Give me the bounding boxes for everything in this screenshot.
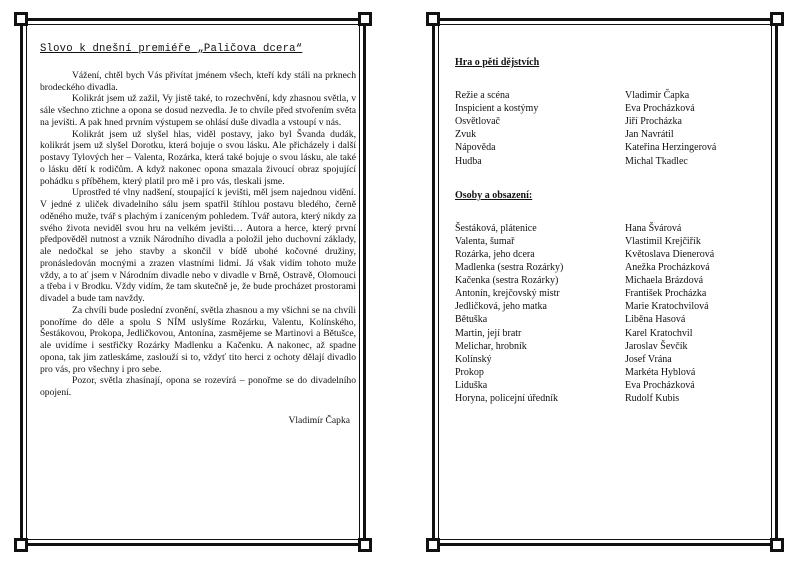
cast-row	[455, 366, 755, 379]
cast-row	[455, 392, 755, 405]
actor: Květoslava Dienerová	[625, 248, 715, 260]
cast-row	[455, 235, 755, 248]
crew-list	[455, 89, 755, 168]
actor: Josef Vrána	[625, 353, 672, 365]
crew-title: Hra o pěti dějstvích	[455, 57, 540, 68]
signature: Vladimír Čapka	[288, 414, 350, 426]
crew-role: Nápověda	[455, 142, 496, 154]
character: Valenta, šumař	[455, 235, 515, 247]
crew-row	[455, 89, 755, 102]
actor: Liběna Hasová	[625, 314, 686, 326]
cast-row	[455, 274, 755, 287]
page-title: Slovo k dnešní premiéře „Paličova dcera“	[40, 43, 303, 55]
actor: Eva Procházková	[625, 379, 695, 391]
corner-ornament	[358, 12, 372, 26]
paragraph: Pozor, světla zhasínají, opona se rozevírá – ponořme se do divadelního opojení.	[40, 375, 356, 398]
actor: Anežka Procházková	[625, 262, 710, 274]
character: Liduška	[455, 379, 488, 391]
crew-role: Hudba	[455, 155, 482, 167]
crew-row	[455, 102, 755, 115]
corner-ornament	[770, 538, 784, 552]
crew-role: Osvětlovač	[455, 116, 500, 128]
crew-name: Jan Navrátil	[625, 129, 674, 141]
cast-row	[455, 222, 755, 235]
corner-ornament	[358, 538, 372, 552]
corner-ornament	[426, 538, 440, 552]
actor: Markéta Hyblová	[625, 366, 696, 378]
premiere-address	[40, 44, 356, 427]
crew-row	[455, 141, 755, 154]
crew-name: Jiří Procházka	[625, 116, 682, 128]
paragraph: Kolikrát jsem už zažil, Vy jistě také, to rozechvění, kdy zhasnou světla, v sále všechno ztichne a opona se dosud nezvedla. Je to chvíle před stvořením světa na jevišti. A pak hned prvním výstupem se ohlásí duše divadla a vstoupí v nás.	[40, 93, 356, 128]
character: Prokop	[455, 366, 484, 378]
cast-list	[455, 222, 755, 405]
character: Kačenka (sestra Rozárky)	[455, 275, 559, 287]
crew-row	[455, 128, 755, 141]
character: Šestáková, plátenice	[455, 222, 537, 234]
crew-role: Zvuk	[455, 129, 477, 141]
actor: Vlastimil Krejčiřík	[625, 235, 701, 247]
character: Antonín, krejčovský mistr	[455, 288, 560, 300]
paragraph: Vážení, chtěl bych Vás přivítat jménem všech, kteří kdy stáli na prknech brodeckého divadla.	[40, 69, 356, 93]
paragraph: Za chvíli bude poslední zvonění, světla zhasnou a my všichni se na chvíli ponoříme do děle a spolu S NÍM uslyšíme Rozárku, Valentu, Kolínského, Šestákovou, Prokopa, Jedličkovou, Antonína, zasmějeme se Martinovi a Bětušce, ale uvidíme i sestřičky Rozárky Madlenku a Kačenku. A nakonec, až spadne opona, tak jim zatleskáme, zaslouží si to, vždyť tito herci z ochoty dělají divadlo pro vás, pro všechny i pro sebe.	[40, 304, 356, 375]
character: Rozárka, jeho dcera	[455, 248, 535, 260]
paragraph: Kolikrát jsem už slyšel hlas, viděl postavy, jako byl Švanda dudák, kolikrát jsem už slyšel Dorotku, která bojuje o svou lásku. Ale přicházely i další postavy Tylových her – Valenta, Rozárka, která také bojuje o svou lásku, ale také o lásku dětí k rodičům. A když nakonec opona smazala živoucí obraz spojující pohádku s příběhem, který platil pro mě i pro vás, tleskali jsme.	[40, 128, 356, 187]
character: Madlenka (sestra Rozárky)	[455, 262, 564, 274]
character: Kolínský	[455, 353, 492, 365]
cast-row	[455, 353, 755, 366]
crew-name: Vladimír Čapka	[625, 90, 690, 102]
crew-role: Inspicient a kostýmy	[455, 103, 539, 115]
character: Jedličková, jeho matka	[455, 301, 547, 313]
actor: Rudolf Kubis	[625, 392, 680, 404]
actor: Karel Kratochvil	[625, 327, 693, 339]
actor: Michaela Brázdová	[625, 275, 704, 287]
character: Melichar, hrobník	[455, 340, 527, 352]
character: Horyna, policejní úředník	[455, 392, 559, 404]
crew-role: Režie a scéna	[455, 90, 510, 102]
cast-row	[455, 313, 755, 326]
crew-name: Eva Procházková	[625, 103, 695, 115]
crew-row	[455, 115, 755, 128]
cast-row	[455, 379, 755, 392]
corner-ornament	[14, 538, 28, 552]
crew-row	[455, 155, 755, 168]
cast-row	[455, 261, 755, 274]
character: Martin, její bratr	[455, 327, 522, 339]
cast-row	[455, 327, 755, 340]
paragraph: Uprostřed té vlny nadšení, stoupající k jevišti, měl jsem najednou vidění. V jedné z uliček divadelního sálu jsem spatřil štíhlou postavu bledého, černě oděného muže, tvář s plachým i zaníceným pohledem. Tvář autora, který nikdy za svého života neviděl svou hru na velkém jevišti… Autora a herce, který první předpověděl nutnost a vznik Národního divadla a položil jeho duchovní základy, ale nedočkal se jeho stavby a skončil v bídě ubohé kočovné družiny, pronásledován mocnými a zrazen vlastními lidmi. Já však vidím tohoto muže vždy, a to ať jsem v Národním divadle nebo v divadle v Brně, Ostravě, Olomouci a třeba i v Brodku. Vždy vidím, že tam skutečně je, že bude procházet prostorami divadel a bude tam navždy.	[40, 187, 356, 304]
corner-ornament	[14, 12, 28, 26]
actor: František Procházka	[625, 288, 707, 300]
actor: Hana Švárová	[625, 222, 682, 234]
crew-name: Michal Tkadlec	[625, 155, 688, 167]
crew-name: Kateřina Herzingerová	[625, 142, 717, 154]
corner-ornament	[770, 12, 784, 26]
cast-row	[455, 248, 755, 261]
cast-title: Osoby a obsazení:	[455, 189, 533, 201]
character: Bětuška	[455, 314, 488, 326]
actor: Marie Kratochvilová	[625, 301, 709, 313]
credits-page	[455, 56, 755, 405]
cast-row	[455, 287, 755, 300]
actor: Jaroslav Ševčík	[625, 340, 688, 352]
cast-row	[455, 300, 755, 313]
cast-row	[455, 340, 755, 353]
corner-ornament	[426, 12, 440, 26]
